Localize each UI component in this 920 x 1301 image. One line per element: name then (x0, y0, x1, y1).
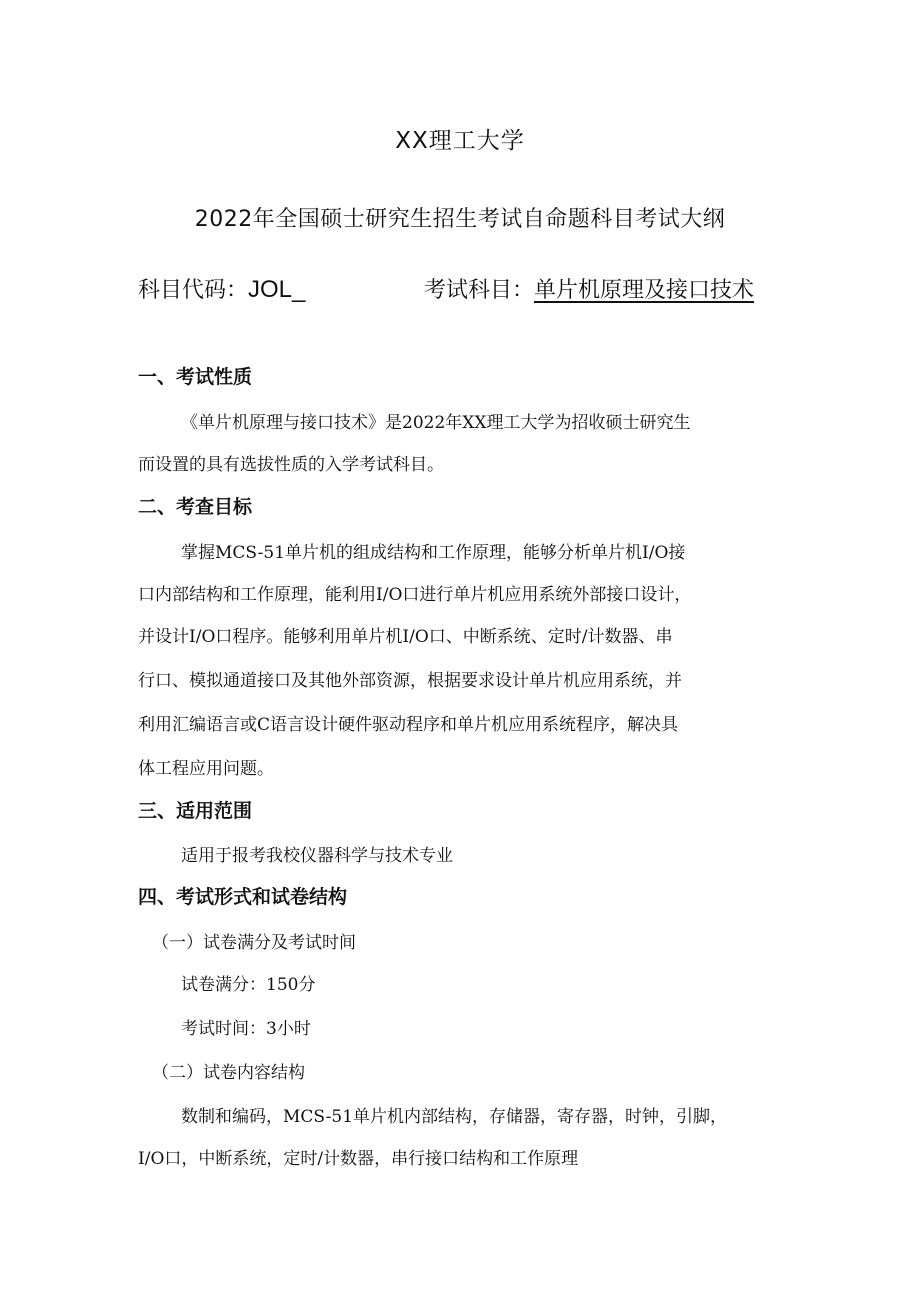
section-heading-nature: 一、考试性质 (138, 366, 253, 388)
paragraph-line: 口内部结构和工作原理，能利用I/O口进行单片机应用系统外部接口设计， (138, 585, 692, 605)
exam-title: 2022年全国硕士研究生招生考试自命题科目考试大纲 (194, 207, 726, 232)
university-title: XX理工大学 (395, 128, 525, 154)
paragraph-line: I/O口，中断系统，定时/计数器，串行接口结构和工作原理 (138, 1149, 579, 1169)
subject-meta-row (138, 273, 778, 309)
section-heading-scope: 三、适用范围 (138, 800, 253, 822)
paragraph-line: 《单片机原理与接口技术》是2022年XX理工大学为招收硕士研究生 (181, 413, 691, 433)
paragraph-line: 行口、模拟通道接口及其他外部资源，根据要求设计单片机应用系统，并 (138, 671, 682, 691)
subsection-title: （一）试卷满分及考试时间 (152, 933, 356, 953)
subject-name-label: 考试科目： (424, 278, 535, 303)
full-score: 试卷满分：150分 (181, 975, 316, 995)
subject-name-value: 单片机原理及接口技术 (534, 278, 755, 303)
paragraph-line: 而设置的具有选拔性质的入学考试科目。 (138, 455, 444, 475)
paragraph-line: 适用于报考我校仪器科学与技术专业 (181, 846, 453, 866)
section-heading-format: 四、考试形式和试卷结构 (138, 886, 348, 908)
subject-code (138, 273, 305, 304)
paragraph-line: 数制和编码，MCS-51单片机内部结构，存储器，寄存器，时钟，引脚， (181, 1107, 728, 1127)
subsection-title: （二）试卷内容结构 (152, 1063, 305, 1083)
subject-code-label: 科目代码： (138, 278, 249, 303)
subject-code-value: JOL_ (248, 276, 306, 303)
paragraph-line: 掌握MCS-51单片机的组成结构和工作原理，能够分析单片机I/O接 (181, 543, 686, 563)
paragraph-line: 利用汇编语言或C语言设计硬件驱动程序和单片机应用系统程序，解决具 (138, 715, 679, 735)
section-heading-objectives: 二、考查目标 (138, 496, 253, 518)
exam-time: 考试时间：3小时 (181, 1019, 311, 1039)
paragraph-line: 并设计I/O口程序。能够利用单片机I/O口、中断系统、定时/计数器、串 (138, 627, 673, 647)
paragraph-line: 体工程应用问题。 (138, 759, 274, 779)
subject-name (424, 273, 754, 304)
